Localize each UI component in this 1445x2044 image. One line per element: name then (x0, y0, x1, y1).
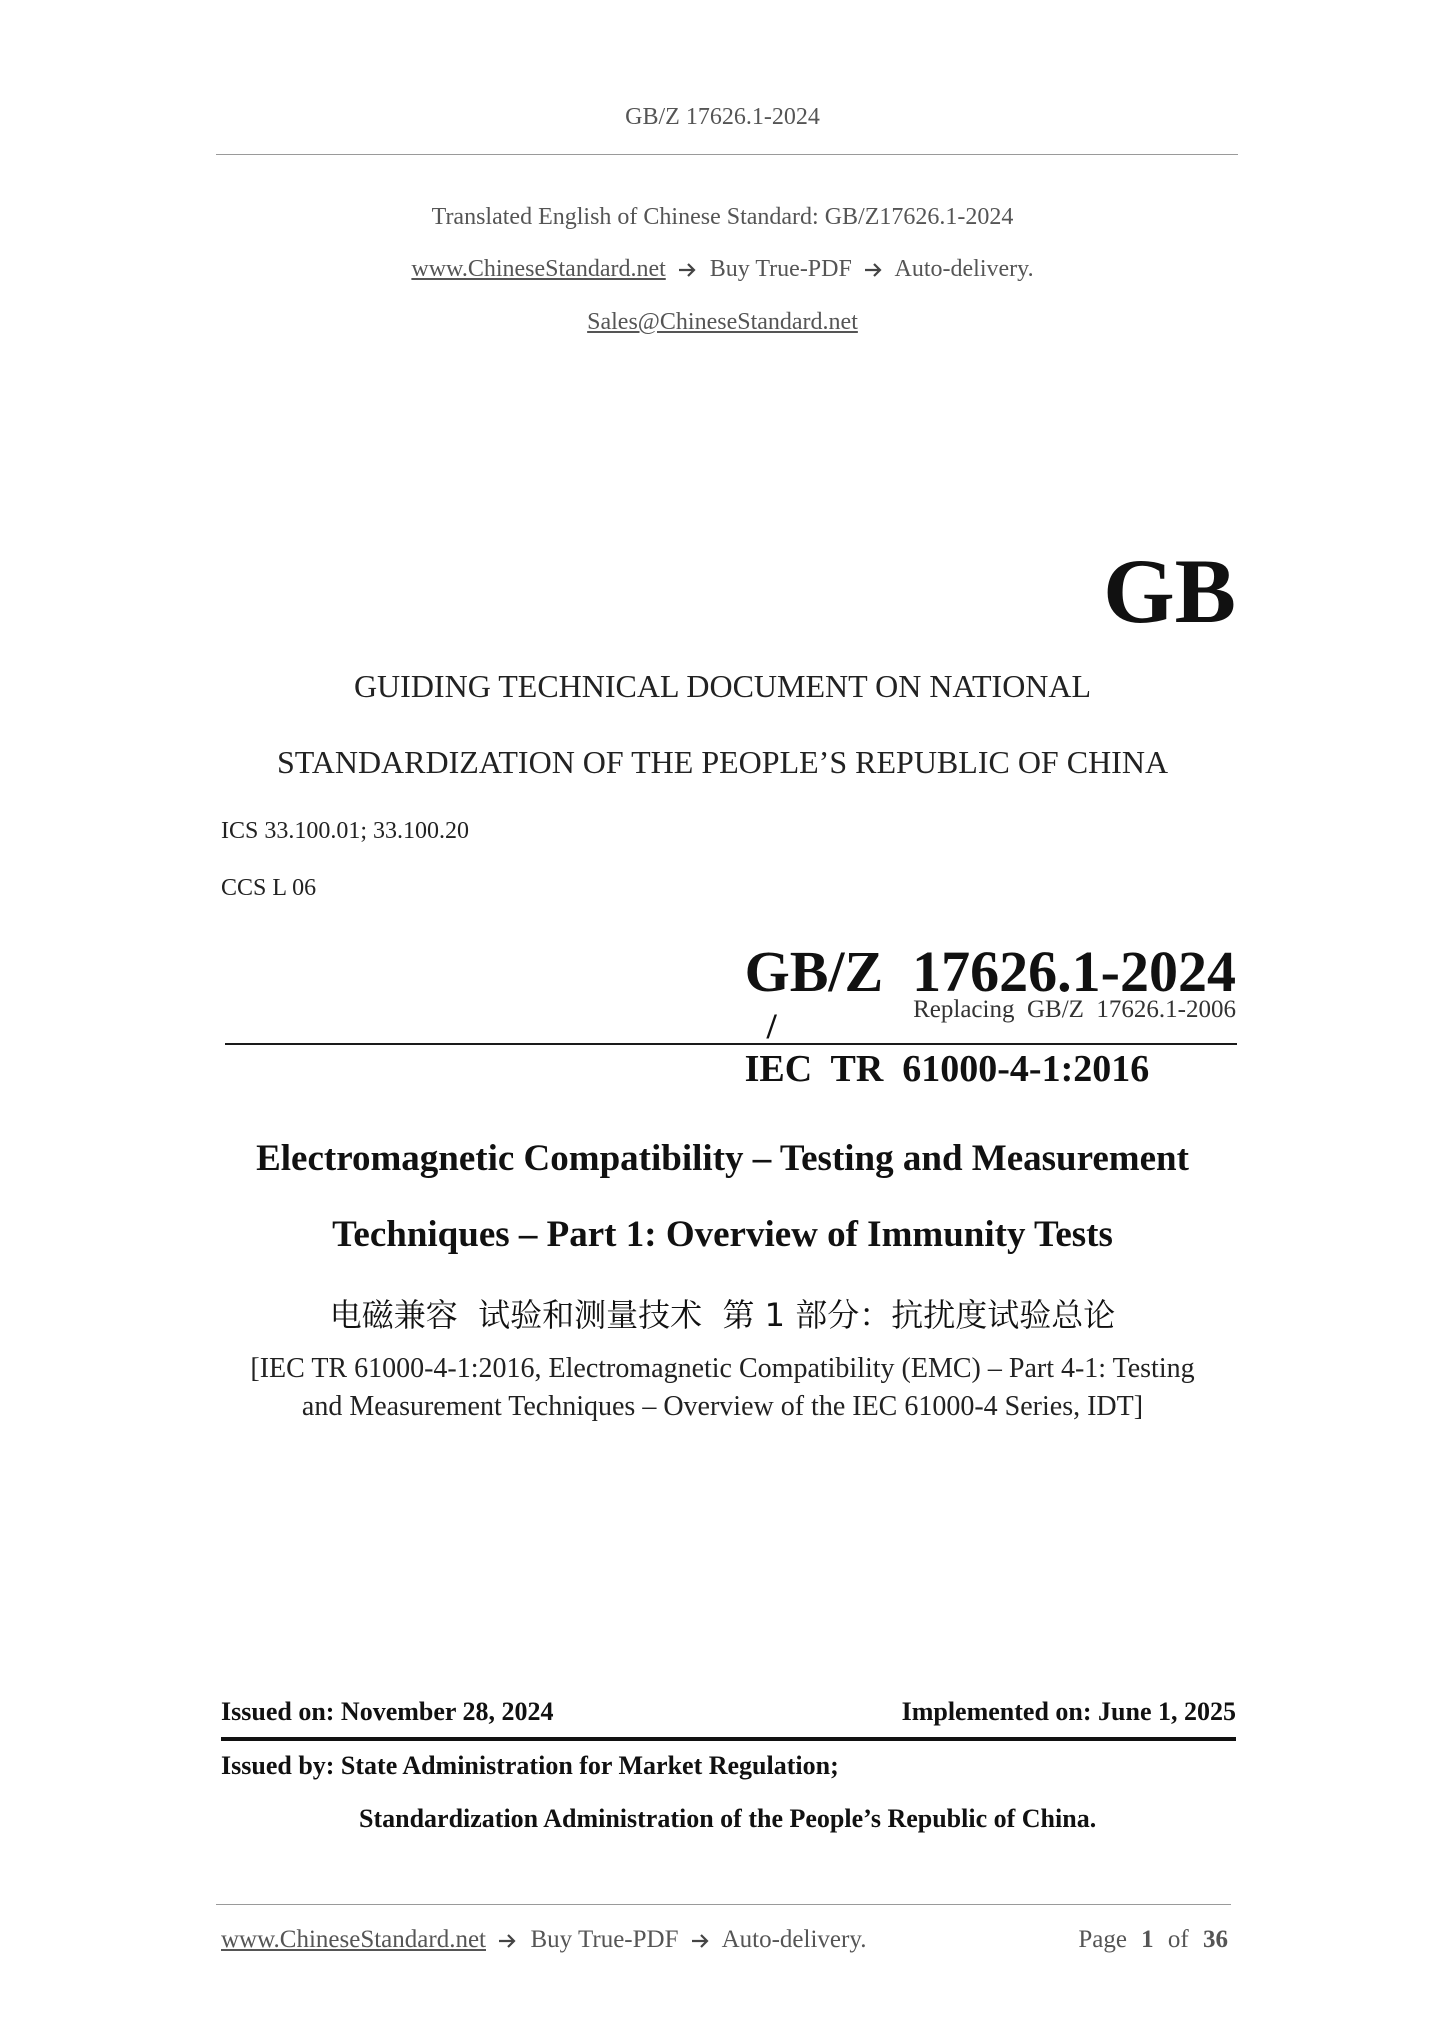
ics-code: ICS 33.100.01; 33.100.20 (221, 818, 470, 844)
sales-email-link[interactable]: Sales@ChineseStandard.net (587, 309, 858, 335)
iec-number: IEC TR 61000-4-1:2016 (744, 1048, 1150, 1090)
replacing-note: Replacing GB/Z 17626.1-2006 (913, 996, 1236, 1023)
footer-rule (216, 1904, 1231, 1905)
document-type-line1: GUIDING TECHNICAL DOCUMENT ON NATIONAL (353, 668, 1092, 704)
issuer-line1: Issued by: State Administration for Market Regulation; (221, 1751, 839, 1780)
arrow-right-icon (678, 262, 698, 278)
standard-number: GB/Z 17626.1-2024 (744, 939, 1236, 1004)
running-header: GB/Z 17626.1-2024 (625, 104, 820, 130)
footer-purchase-line (221, 1926, 866, 1954)
page-label: Page (1078, 1926, 1127, 1953)
ccs-code: CCS L 06 (221, 875, 317, 901)
dates-rule (221, 1737, 1236, 1741)
arrow-right-icon (498, 1933, 518, 1949)
site-link[interactable]: www.ChineseStandard.net (411, 256, 666, 282)
page-number (1078, 1926, 1228, 1954)
translation-notice: Translated English of Chinese Standard: GB/Z17626.1-2024 (431, 204, 1014, 230)
document-type-line2: STANDARDIZATION OF THE PEOPLE’S REPUBLIC OF CHINA (276, 744, 1169, 780)
gb-logo: GB (1103, 540, 1236, 642)
implemented-on-date: Implemented on: June 1, 2025 (901, 1697, 1236, 1726)
arrow-right-icon (864, 262, 884, 278)
buy-true-pdf-text: Buy True-PDF (709, 256, 852, 282)
issuer-line2: Standardization Administration of the People’s Republic of China. (359, 1804, 1097, 1833)
footer-buy-true-pdf-text: Buy True-PDF (530, 1926, 679, 1953)
standard-rule (225, 1043, 1237, 1045)
english-title-line2: Techniques – Part 1: Overview of Immunity Tests (332, 1214, 1113, 1255)
page-current: 1 (1141, 1926, 1154, 1953)
header-rule (216, 154, 1238, 155)
iec-reference-line1: [IEC TR 61000-4-1:2016, Electromagnetic Compatibility (EMC) – Part 4-1: Testing (250, 1353, 1195, 1384)
standard-separator: / (766, 1006, 777, 1046)
footer-auto-delivery-text: Auto-delivery. (721, 1926, 867, 1953)
footer-site-link[interactable]: www.ChineseStandard.net (221, 1926, 486, 1953)
auto-delivery-text: Auto-delivery. (894, 256, 1034, 282)
page-of: of (1167, 1926, 1189, 1953)
iec-reference-line2: and Measurement Techniques – Overview of the IEC 61000-4 Series, IDT] (301, 1391, 1144, 1422)
email-line (0, 309, 1445, 336)
arrow-right-icon (691, 1933, 711, 1949)
issued-on-date: Issued on: November 28, 2024 (221, 1697, 554, 1726)
english-title-line1: Electromagnetic Compatibility – Testing and Measurement (256, 1138, 1189, 1179)
purchase-line (0, 256, 1445, 283)
page-total: 36 (1203, 1926, 1228, 1953)
chinese-title: 电磁兼容 试验和测量技术 第 1 部分：抗扰度试验总论 (329, 1296, 1116, 1334)
